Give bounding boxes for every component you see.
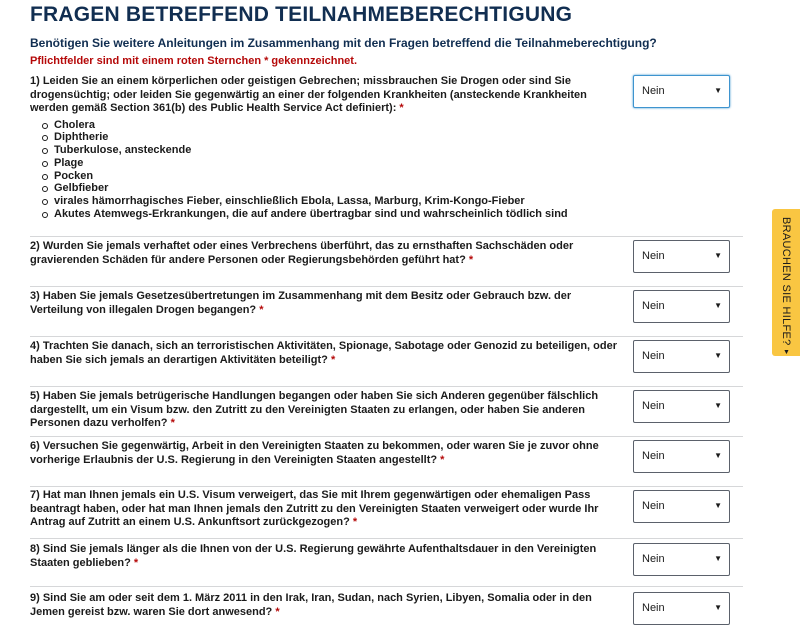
question-5 (30, 386, 743, 437)
question-label: 4) Trachten Sie danach, sich an terroristischen Aktivitäten, Spionage, Sabotage oder Genozid zu beteiligen, oder haben Sie sich jemals an derartigen Aktivitäten beteiligt? (30, 340, 618, 366)
question-label: 5) Haben Sie jemals betrügerische Handlungen begangen oder haben Sie sich Anderen gegenüber fälschlich dargestellt, um ein Visum bzw. den Zutritt zu den Vereinigten Staaten zu erlangen, oder haben Sie anderen Personen dazu verholfen? (30, 390, 599, 429)
answer-select-7[interactable] (633, 490, 730, 523)
question-2 (30, 236, 743, 287)
question-text (30, 290, 620, 317)
selected-value: Nein (642, 350, 665, 362)
chevron-down-icon: ▼ (714, 603, 722, 612)
required-asterisk: * (352, 516, 358, 528)
answer-select-9[interactable] (633, 592, 730, 625)
help-side-tab[interactable] (772, 209, 800, 356)
question-8 (30, 538, 743, 587)
required-asterisk: * (275, 605, 280, 618)
question-label: 1) Leiden Sie an einem körperlichen oder geistigen Gebrechen; missbrauchen Sie Drogen oder sind Sie drogensüchtig; oder leiden Sie gegenwärtig an einer der folgenden Krankheiten (ansteckende Krankheiten werden gemäß Section 361(b) des Public Health Service Act definiert): (30, 75, 587, 114)
question-9 (30, 586, 743, 630)
answer-select-8[interactable] (633, 543, 730, 576)
question-1 (30, 72, 743, 237)
eligibility-help-link[interactable]: Benötigen Sie weitere Anleitungen im Zusammenhang mit den Fragen betreffend die Teilnahmeberechtigung? (30, 36, 657, 50)
chevron-down-icon: ▼ (714, 401, 722, 410)
help-tab-text: BRAUCHEN SIE HILFE? (780, 217, 792, 346)
list-item: Cholera (44, 119, 620, 132)
answer-select-5[interactable] (633, 390, 730, 423)
question-label: 8) Sind Sie jemals länger als die Ihnen von der U.S. Regierung gewährte Aufenthaltsdauer in den Vereinigten Staaten geblieben? (30, 543, 597, 569)
question-label: 9) Sind Sie am oder seit dem 1. März 2011 in den Irak, Iran, Sudan, nach Syrien, Libyen, Somalia oder in den Jemen gereist bzw. waren Sie dort anwesend? (30, 592, 592, 618)
list-item: virales hämorrhagisches Fieber, einschließlich Ebola, Lassa, Marburg, Krim-Kongo-Fieber (44, 195, 620, 208)
required-asterisk: * (330, 353, 336, 366)
selected-value: Nein (642, 250, 665, 262)
answer-select-2[interactable] (633, 240, 730, 273)
question-label: 2) Wurden Sie jemals verhaftet oder eines Verbrechens überführt, das zu ernsthaften Sachschäden oder gravierenden Schäden für andere Personen oder Regierungsbehörden geführt hat? (30, 240, 574, 266)
required-asterisk: * (440, 453, 445, 466)
page-title: FRAGEN BETREFFEND TEILNAHMEBERECHTIGUNG (30, 3, 573, 26)
question-3 (30, 286, 743, 337)
required-asterisk: * (133, 556, 139, 569)
list-item: Gelbfieber (44, 182, 620, 195)
required-fields-note: Pflichtfelder sind mit einem roten Sternchen * gekennzeichnet. (30, 55, 358, 67)
selected-value: Nein (642, 602, 665, 614)
list-item: Diphtherie (44, 131, 620, 144)
disease-list (30, 119, 620, 221)
question-label: 7) Hat man Ihnen jemals ein U.S. Visum verweigert, das Sie mit Ihrem gegenwärtigen oder ehemaligen Pass beantragt haben, oder hat man Ihnen jemals den Zutritt zu den Vereinigten Staaten verweigert oder wurde Ihr Antrag auf Zutritt an einem U.S. Ankunftsort zurückgezogen? (30, 489, 599, 528)
question-text (30, 340, 620, 367)
answer-select-6[interactable] (633, 440, 730, 473)
selected-value: Nein (642, 553, 665, 565)
chevron-down-icon: ▼ (714, 351, 722, 360)
answer-select-1[interactable] (633, 75, 730, 108)
question-6 (30, 436, 743, 487)
question-text (30, 543, 620, 570)
help-tab-label (780, 217, 792, 356)
required-asterisk: * (170, 417, 175, 429)
chevron-down-icon: ▼ (714, 554, 722, 563)
caret-down-icon: ▼ (783, 348, 790, 357)
chevron-down-icon: ▼ (714, 451, 722, 460)
question-text (30, 592, 620, 619)
list-item: Pocken (44, 170, 620, 183)
question-7 (30, 486, 743, 539)
required-asterisk: * (399, 102, 404, 114)
question-4 (30, 336, 743, 387)
question-text (30, 440, 620, 467)
selected-value: Nein (642, 500, 665, 512)
chevron-down-icon: ▼ (714, 251, 722, 260)
selected-value: Nein (642, 85, 665, 97)
answer-select-4[interactable] (633, 340, 730, 373)
question-text (30, 390, 620, 431)
list-item: Plage (44, 157, 620, 170)
required-asterisk: * (259, 303, 264, 316)
chevron-down-icon: ▼ (714, 501, 722, 510)
question-text (30, 240, 620, 267)
chevron-down-icon: ▼ (714, 86, 722, 95)
chevron-down-icon: ▼ (714, 301, 722, 310)
list-item: Akutes Atemwegs-Erkrankungen, die auf andere übertragbar sind und wahrscheinlich tödlich sind (44, 208, 620, 221)
question-text (30, 75, 620, 221)
question-text (30, 489, 620, 530)
selected-value: Nein (642, 300, 665, 312)
list-item: Tuberkulose, ansteckende (44, 144, 620, 157)
question-label: 3) Haben Sie jemals Gesetzesübertretungen im Zusammenhang mit dem Besitz oder Gebrauch bzw. der Verteilung von illegalen Drogen begangen? (30, 290, 572, 316)
answer-select-3[interactable] (633, 290, 730, 323)
selected-value: Nein (642, 450, 665, 462)
question-label: 6) Versuchen Sie gegenwärtig, Arbeit in den Vereinigten Staaten zu bekommen, oder waren Sie je zuvor ohne vorherige Erlaubnis der U.S. Regierung in den Vereinigten Staaten angestellt? (30, 440, 599, 466)
selected-value: Nein (642, 400, 665, 412)
required-asterisk: * (468, 253, 474, 266)
